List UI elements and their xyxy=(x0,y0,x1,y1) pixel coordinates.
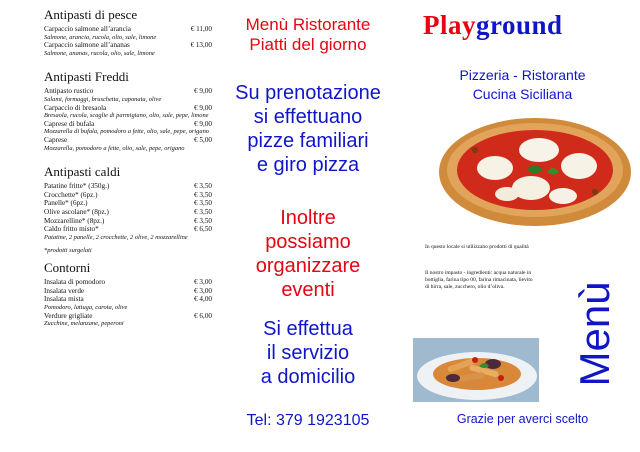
caldi-list xyxy=(44,182,212,241)
item-price: € 3,00 xyxy=(194,286,212,295)
item-name: Caprese di bufala xyxy=(44,119,95,128)
item-price: € 11,00 xyxy=(190,25,212,33)
section-title: Antipasti Freddi xyxy=(44,69,129,85)
item-price: € 4,00 xyxy=(194,295,212,304)
item-name: Crocchette* (6pz.) xyxy=(44,190,98,199)
item-description: Salmone, arancia, rucola, olio, sale, limone xyxy=(44,33,157,41)
item-name: Olive ascolane* (8pz.) xyxy=(44,207,109,216)
menu-item xyxy=(44,25,212,34)
booking-line: pizze familiari xyxy=(247,130,369,152)
menu-item xyxy=(44,104,212,113)
item-name: Patatine fritte* (350g.) xyxy=(44,182,110,191)
menu-item xyxy=(44,136,212,145)
subtitle-pizzeria: Pizzeria - Ristorante xyxy=(459,67,586,83)
item-description: Bresaola, rucola, scaglie di parmigiano, olio, sale, pepe, limone xyxy=(44,112,209,120)
item-name: Caldo fritto misto* xyxy=(44,225,99,234)
menu-item xyxy=(44,312,212,321)
item-price: € 6,50 xyxy=(194,225,212,234)
menu-item xyxy=(44,287,212,296)
menu-item xyxy=(44,191,212,200)
contorni-list xyxy=(44,278,212,328)
menu-vertical-text: Menù xyxy=(571,281,618,387)
booking-line: si effettuano xyxy=(253,106,363,128)
item-name: Antipasto rustico xyxy=(44,87,94,96)
section-title: Antipasti di pesce xyxy=(44,7,138,22)
booking-line: e giro pizza xyxy=(256,154,360,176)
item-description: Salmone, ananas, rucola, olio, sale, limone xyxy=(44,49,155,57)
booking-line: Su prenotazione xyxy=(235,82,381,104)
pizza-image xyxy=(435,110,635,230)
item-price: € 3,50 xyxy=(194,207,212,216)
item-price: € 9,00 xyxy=(194,87,212,96)
item-name: Insalata mista xyxy=(44,295,84,304)
item-description: Mozzarella di bufala, pomodoro a fette, olio, sale, pepe, origano xyxy=(44,128,209,136)
item-name: Insalata di pomodoro xyxy=(44,278,106,287)
quality-notice: In questo locale si utilizzano prodotti di qualità xyxy=(425,244,529,250)
item-description: Zucchine, melanzane, peperoni xyxy=(44,320,124,328)
item-price: € 9,00 xyxy=(194,119,212,128)
section-antipasti-freddi xyxy=(44,70,212,152)
brand-logo xyxy=(423,10,563,41)
pasta-image xyxy=(413,338,539,402)
events-line: eventi xyxy=(281,279,335,301)
menu-item xyxy=(44,120,212,129)
item-name: Panelle* (6pz.) xyxy=(44,199,88,208)
item-name: Caprese xyxy=(44,135,68,144)
menu-item xyxy=(44,41,212,50)
section-antipasti-pesce xyxy=(44,8,212,57)
delivery-line: a domicilio xyxy=(260,366,356,388)
item-name: Carpaccio salmone all’ananas xyxy=(44,41,130,50)
phone-number: Tel: 379 1923105 xyxy=(246,412,370,429)
frozen-note: *prodotti surgelati xyxy=(44,247,92,255)
delivery-line: il servizio xyxy=(266,342,350,364)
menu-item xyxy=(44,182,212,191)
item-name: Carpaccio salmone all’arancia xyxy=(44,25,132,33)
item-description: Salami, formaggi, bruschetta, caponata, olive xyxy=(44,95,162,103)
item-name: Verdure grigliate xyxy=(44,311,93,320)
menu-item xyxy=(44,208,212,217)
subtitle-cucina: Cucina Siciliana xyxy=(472,86,573,102)
item-price: € 3,50 xyxy=(194,182,212,191)
item-name: Carpaccio di bresaola xyxy=(44,103,107,112)
section-title: Contorni xyxy=(44,260,91,276)
menu-item xyxy=(44,278,212,287)
section-title: Antipasti caldi xyxy=(44,164,121,180)
delivery-line: Si effettua xyxy=(263,318,353,340)
menu-item xyxy=(44,225,212,234)
section-antipasti-caldi xyxy=(44,165,212,254)
item-description: Patatine, 2 panelle, 2 crocchette, 2 olive, 2 mozzarelline xyxy=(44,233,188,241)
dough-ingredients: Il nostro impasto - ingredienti: acqua naturale in bottiglia, farina tipo 00, farina rimacinata, lievito di birra, sale, zucchero, olio d’oliva. xyxy=(425,270,533,290)
item-price: € 3,00 xyxy=(194,278,212,287)
menu-middle-column xyxy=(213,0,403,452)
item-price: € 3,50 xyxy=(194,216,212,225)
menu-item xyxy=(44,217,212,226)
item-description: Pomodoro, lattuga, carota, olive xyxy=(44,304,128,312)
title-piatti-giorno: Piatti del giorno xyxy=(249,35,367,54)
events-line: possiamo xyxy=(265,231,351,253)
item-description: Mozzarella, pomodoro a fette, olio, sale, pepe, origano xyxy=(44,144,185,152)
item-price: € 13,00 xyxy=(190,41,212,50)
item-price: € 5,00 xyxy=(194,135,212,144)
item-price: € 3,50 xyxy=(194,190,212,199)
menu-right-column xyxy=(405,0,640,452)
brand-play: Play xyxy=(423,10,476,40)
thanks-text: Grazie per averci scelto xyxy=(456,412,589,426)
menu-item xyxy=(44,87,212,96)
freddi-list xyxy=(44,87,212,152)
item-price: € 9,00 xyxy=(194,103,212,112)
events-line: Inoltre xyxy=(280,207,336,229)
item-price: € 3,50 xyxy=(194,199,212,208)
brand-ground: ground xyxy=(476,10,563,40)
item-price: € 6,00 xyxy=(194,311,212,320)
section-contorni xyxy=(44,261,212,328)
title-menu-ristorante: Menù Ristorante xyxy=(245,15,371,34)
menu-item xyxy=(44,199,212,208)
events-line: organizzare xyxy=(255,255,361,277)
pesce-list xyxy=(44,25,212,57)
item-name: Mozzarelline* (8pz.) xyxy=(44,216,105,225)
menu-left-column xyxy=(0,0,212,452)
item-name: Insalata verde xyxy=(44,286,85,295)
menu-item xyxy=(44,295,212,304)
